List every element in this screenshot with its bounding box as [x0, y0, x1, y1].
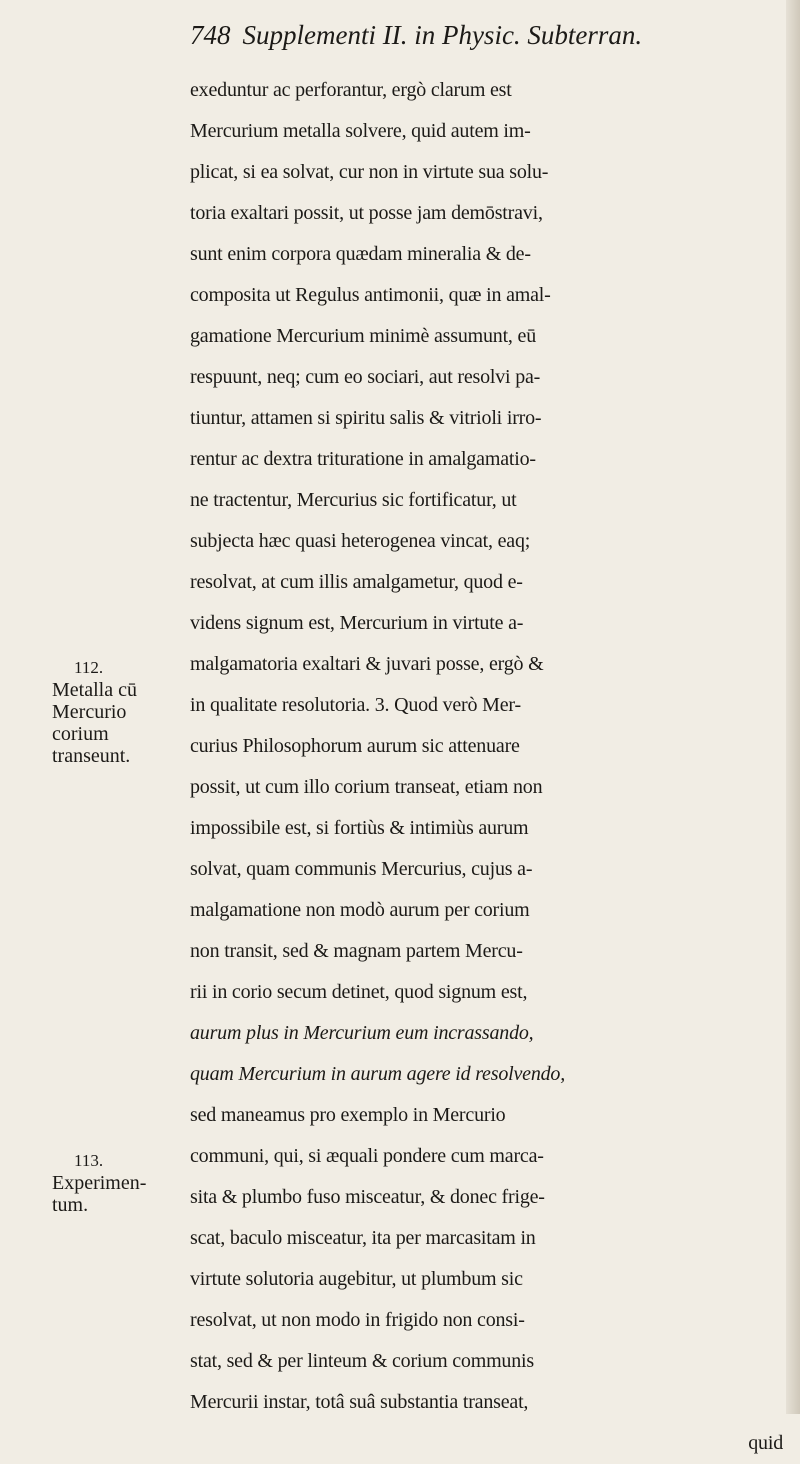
- margin-note-number: 112.: [74, 658, 104, 677]
- text-line: ne tractentur, Mercurius sic fortificatur, ut: [190, 489, 517, 511]
- text-line: resolvat, at cum illis amalgametur, quod e-: [190, 571, 523, 593]
- text-line-italic: [190, 1013, 795, 1054]
- text-line: communi, qui, si æquali pondere cum marca-: [190, 1145, 544, 1167]
- margin-note-113: [52, 1150, 188, 1216]
- margin-note-112: [52, 657, 188, 767]
- text-line: solvat, quam communis Mercurius, cujus a-: [190, 858, 533, 880]
- text-line: sed maneamus pro exemplo in Mercurio: [190, 1104, 506, 1126]
- margin-note-line: corium: [52, 723, 109, 745]
- body-text: [190, 70, 795, 1464]
- text-line: resolvat, ut non modo in frigido non consi-: [190, 1309, 525, 1331]
- text-line-italic: [190, 1054, 795, 1095]
- page-number: 748: [190, 20, 231, 50]
- text-line: Mercurium metalla solvere, quid autem im-: [190, 120, 531, 142]
- text-line: non transit, sed & magnam partem Mercu-: [190, 940, 523, 962]
- text-line: rii in corio secum detinet, quod signum est,: [190, 981, 528, 1003]
- italic-span: aurum plus in Mercurium eum incrassando,: [190, 1022, 534, 1044]
- italic-span: quam Mercurium in aurum agere id resolvendo,: [190, 1063, 566, 1085]
- text-line: tiuntur, attamen si spiritu salis & vitrioli irro-: [190, 407, 542, 429]
- text-line: videns signum est, Mercurium in virtute a-: [190, 612, 524, 634]
- margin-note-line: Mercurio: [52, 701, 127, 723]
- running-head: Supplementi II. in Physic. Subterran.: [242, 20, 643, 50]
- text-line: malgamatione non modò aurum per corium: [190, 899, 530, 921]
- text-line: plicat, si ea solvat, cur non in virtute sua solu-: [190, 161, 549, 183]
- text-line: subjecta hæc quasi heterogenea vincat, eaq;: [190, 530, 531, 552]
- text-line: toria exaltari possit, ut posse jam demōstravi,: [190, 202, 543, 224]
- text-line: respuunt, neq; cum eo sociari, aut resolvi pa-: [190, 366, 541, 388]
- text-line: stat, sed & per linteum & corium communis: [190, 1350, 534, 1372]
- text-line: in qualitate resolutoria. 3. Quod verò Mer-: [190, 694, 521, 716]
- text-line: virtute solutoria augebitur, ut plumbum sic: [190, 1268, 523, 1290]
- catchword: quid: [748, 1432, 783, 1454]
- text-line: scat, baculo misceatur, ita per marcasitam in: [190, 1227, 536, 1249]
- running-header: [190, 20, 642, 70]
- text-line: curius Philosophorum aurum sic attenuare: [190, 735, 520, 757]
- margin-note-line: Experimen-: [52, 1172, 147, 1194]
- text-line: rentur ac dextra trituratione in amalgamatio-: [190, 448, 536, 470]
- margin-note-number: 113.: [74, 1151, 104, 1170]
- text-line: possit, ut cum illo corium transeat, etiam non: [190, 776, 543, 798]
- text-line: Mercurii instar, totâ suâ substantia transeat,: [190, 1391, 529, 1413]
- text-line: sunt enim corpora quædam mineralia & de-: [190, 243, 531, 265]
- text-line: gamatione Mercurium minimè assumunt, eū: [190, 325, 537, 347]
- margin-note-line: Metalla cū: [52, 679, 137, 701]
- text-line: impossibile est, si fortiùs & intimiùs aurum: [190, 817, 529, 839]
- margin-note-line: tum.: [52, 1194, 89, 1216]
- text-line: composita ut Regulus antimonii, quæ in amal-: [190, 284, 551, 306]
- text-line: malgamatoria exaltari & juvari posse, ergò &: [190, 653, 544, 675]
- text-line: exeduntur ac perforantur, ergò clarum est: [190, 79, 512, 101]
- text-line: sita & plumbo fuso misceatur, & donec frige-: [190, 1186, 545, 1208]
- margin-note-line: transeunt.: [52, 745, 131, 767]
